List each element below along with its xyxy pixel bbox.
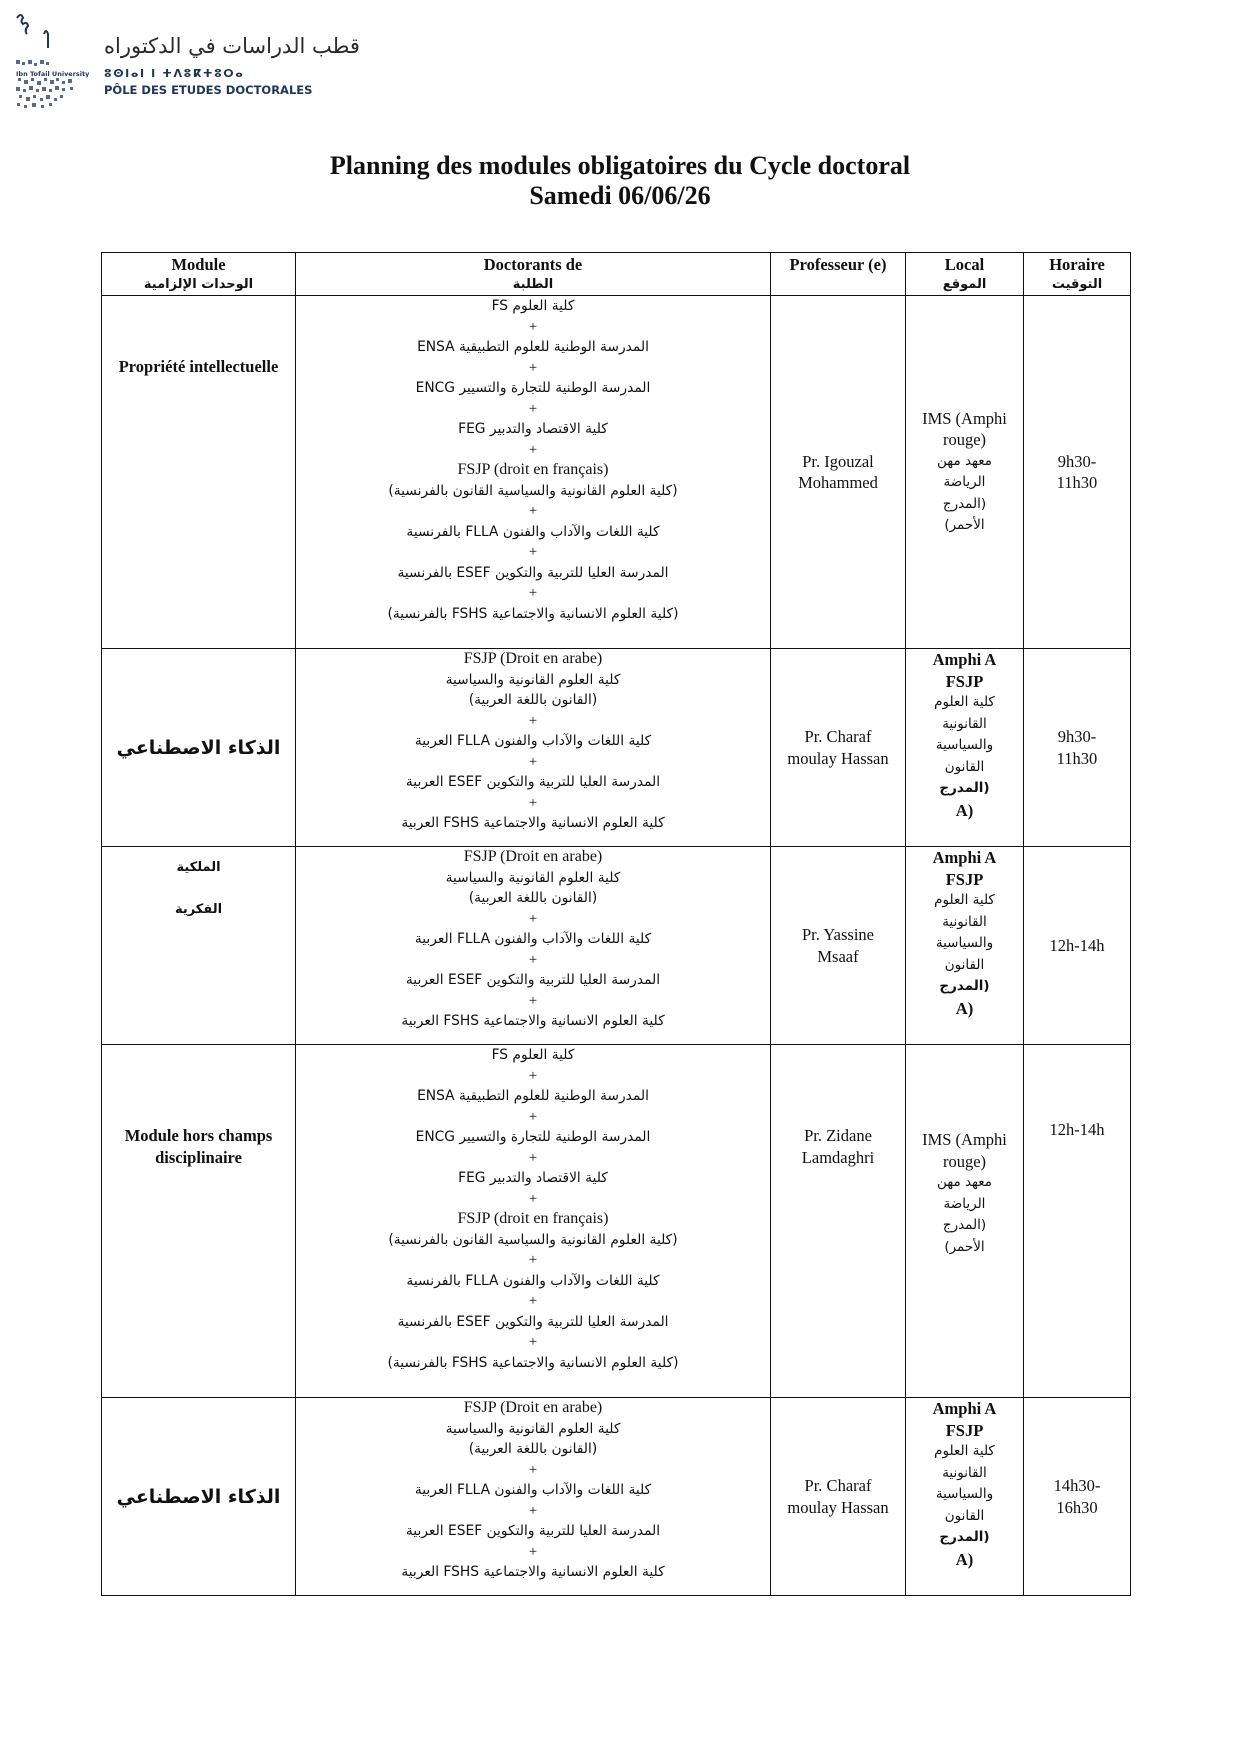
- doctorants-line: كلية اللغات والآداب والفنون FLLA بالفرنسية: [406, 523, 660, 540]
- local-line: كلية العلوم: [934, 694, 995, 710]
- doctorants-line: +: [528, 1149, 538, 1166]
- doctorants-line: كلية العلوم الانسانية والاجتماعية FSHS العربية: [401, 1013, 665, 1029]
- local-line: الأحمر): [944, 1238, 985, 1255]
- doctorants-line: كلية العلوم FS: [491, 1047, 575, 1063]
- cell-line: Pr. Igouzal: [802, 451, 874, 471]
- local-line: Amphi A: [932, 1399, 997, 1418]
- title-line-1: Planning des modules obligatoires du Cycle doctoral: [329, 151, 911, 180]
- table-row: [102, 847, 1131, 1045]
- local-line: القانون: [944, 956, 985, 973]
- doctorants-line: المدرسة العليا للتربية والتكوين ESEF بالفرنسية: [397, 564, 669, 581]
- horaire-cell: [1024, 649, 1131, 847]
- doctorants-line: +: [528, 951, 538, 968]
- header-horaire: Horaire التوقيت: [1024, 253, 1131, 296]
- local-line: القانونية: [942, 715, 987, 732]
- doctorants-line: +: [528, 1502, 538, 1519]
- doctorants-line: +: [528, 503, 538, 519]
- doctorants-line: +: [528, 992, 538, 1009]
- local-line: FSJP: [945, 1420, 984, 1440]
- local-line: كلية العلوم: [934, 892, 995, 908]
- local-cell: [906, 649, 1024, 847]
- doctorants-line: FSJP (droit en français): [457, 1210, 609, 1227]
- brand-tifinagh: ⵓⵙⵏⴰⵏ ⵏ ⵜⴷⵓⴽⵜⵓⵔⴰ: [104, 67, 245, 80]
- local-line: القانونية: [942, 1464, 987, 1481]
- cell-line: Lamdaghri: [801, 1147, 875, 1167]
- doctorants-line: كلية اللغات والآداب والفنون FLLA بالفرنسية: [406, 1272, 660, 1289]
- brand-arabic: قطب الدراسات في الدكتوراه: [104, 34, 360, 58]
- doctorants-line: +: [528, 1067, 538, 1084]
- professeur-cell: [771, 1398, 906, 1596]
- local-cell: [906, 296, 1024, 649]
- local-cell: [906, 847, 1024, 1045]
- cell-line: Mohammed: [798, 473, 878, 492]
- doctorants-line: +: [528, 712, 538, 729]
- local-line: FSJP: [945, 869, 984, 889]
- cell-line: 14h30-: [1053, 1476, 1101, 1495]
- header-module: Module الوحدات الإلزامية: [102, 253, 296, 296]
- doctorants-line: +: [528, 318, 538, 335]
- title-line-2: Samedi 06/06/26: [529, 181, 711, 210]
- local-line: الرياضة: [943, 1195, 986, 1212]
- doctorants-line: +: [528, 1543, 538, 1560]
- doctorants-cell: [296, 1045, 771, 1398]
- doctorants-line: (كلية العلوم الانسانية والاجتماعية FSHS بالفرنسية): [387, 1354, 679, 1371]
- module-cell: الذكاء الاصطناعي: [102, 649, 296, 847]
- doctorants-line: +: [528, 1293, 538, 1309]
- local-line: (المدرج: [942, 495, 987, 512]
- doctorants-line: المدرسة العليا للتربية والتكوين ESEF العربية: [405, 1523, 661, 1539]
- doctorants-line: كلية اللغات والآداب والفنون FLLA العربية: [414, 733, 652, 749]
- local-line: كلية العلوم: [934, 1443, 995, 1459]
- university-logo-icon: [14, 10, 84, 110]
- header-professeur: Professeur (e): [771, 253, 906, 296]
- local-cell: [906, 1398, 1024, 1596]
- local-line: rouge): [942, 1151, 987, 1171]
- doctorants-line: (القانون باللغة العربية): [468, 1441, 598, 1457]
- local-line: (المدرج: [942, 1217, 987, 1233]
- doctorants-line: كلية العلوم FS: [491, 298, 575, 314]
- local-line: A): [955, 998, 974, 1018]
- header-local: Local الموقع: [906, 253, 1024, 296]
- doctorants-line: كلية العلوم الانسانية والاجتماعية FSHS العربية: [401, 1564, 665, 1580]
- local-line: القانونية: [942, 913, 987, 930]
- module-label-line: الفكرية: [174, 902, 223, 917]
- cell-line: 12h-14h: [1049, 935, 1105, 955]
- local-line: A): [955, 1549, 974, 1569]
- doctorants-line: (كلية العلوم الانسانية والاجتماعية FSHS بالفرنسية): [387, 605, 679, 622]
- doctorants-line: +: [528, 544, 538, 560]
- doctorants-line: (القانون باللغة العربية): [468, 890, 598, 906]
- doctorants-line: (القانون باللغة العربية): [468, 692, 598, 708]
- doctorants-line: +: [528, 1252, 538, 1268]
- doctorants-line: FSJP (droit en français): [457, 461, 609, 478]
- doctorants-line: +: [528, 585, 538, 601]
- doctorants-line: كلية الاقتصاد والتدبير FEG: [458, 421, 608, 437]
- cell-line: 9h30-: [1057, 451, 1097, 471]
- doctorants-line: المدرسة الوطنية للعلوم التطبيقية ENSA: [417, 1088, 649, 1104]
- doctorants-line: المدرسة العليا للتربية والتكوين ESEF بالفرنسية: [397, 1313, 669, 1330]
- header-doctorants: Doctorants de الطلبة: [296, 253, 771, 296]
- doctorants-cell: [296, 296, 771, 649]
- doctorants-cell: [296, 1398, 771, 1596]
- professeur-cell: [771, 1045, 906, 1398]
- local-line: IMS (Amphi: [922, 408, 1007, 428]
- local-line: A): [955, 800, 974, 820]
- doctorants-line: كلية العلوم القانونية والسياسية: [445, 1420, 621, 1437]
- cell-line: 12h-14h: [1049, 1120, 1105, 1139]
- horaire-cell: [1024, 296, 1131, 649]
- horaire-cell: [1024, 1045, 1131, 1398]
- doctorants-line: +: [528, 753, 538, 770]
- cell-line: 9h30-: [1057, 727, 1097, 746]
- horaire-cell: [1024, 847, 1131, 1045]
- doctorants-line: كلية العلوم القانونية والسياسية: [445, 671, 621, 688]
- doctorants-line: FSJP (Droit en arabe): [463, 650, 603, 667]
- doctorants-line: كلية العلوم الانسانية والاجتماعية FSHS العربية: [401, 815, 665, 831]
- doctorants-line: كلية اللغات والآداب والفنون FLLA العربية: [414, 931, 652, 947]
- cell-line: Pr. Charaf: [804, 727, 872, 746]
- module-cell: Propriété intellectuelle: [102, 296, 296, 649]
- cell-line: 16h30: [1056, 1497, 1098, 1517]
- doctorants-line: (كلية العلوم القانونية والسياسية القانون بالفرنسية): [388, 1231, 678, 1248]
- local-line: الرياضة: [943, 474, 986, 490]
- local-line: FSJP: [945, 671, 984, 691]
- module-cell: [102, 847, 296, 1045]
- doctorants-line: +: [528, 794, 538, 811]
- local-line: Amphi A: [932, 848, 997, 867]
- doctorants-line: المدرسة الوطنية للتجارة والتسيير ENCG: [415, 380, 651, 396]
- doctorants-line: +: [528, 1461, 538, 1478]
- doctorants-cell: [296, 847, 771, 1045]
- cell-line: Pr. Charaf: [804, 1476, 872, 1495]
- doctorants-line: +: [528, 1334, 538, 1350]
- local-line: القانون: [944, 758, 985, 775]
- doctorants-line: المدرسة الوطنية للعلوم التطبيقية ENSA: [417, 339, 649, 355]
- doctorants-line: المدرسة الوطنية للتجارة والتسيير ENCG: [415, 1129, 651, 1145]
- horaire-cell: [1024, 1398, 1131, 1596]
- cell-line: Pr. Zidane: [804, 1126, 872, 1145]
- local-line: القانون: [944, 1507, 985, 1524]
- local-line: والسياسية: [935, 737, 994, 753]
- local-line: IMS (Amphi: [922, 1130, 1007, 1149]
- table-row: [102, 1398, 1131, 1596]
- local-line: معهد مهن: [936, 1174, 993, 1190]
- local-line: والسياسية: [935, 1486, 994, 1502]
- local-line: والسياسية: [935, 935, 994, 951]
- doctorants-line: +: [528, 400, 538, 417]
- page-title: [0, 151, 1240, 211]
- header-logo-block: [14, 10, 360, 110]
- table-row: [102, 1045, 1131, 1398]
- schedule-table: [101, 252, 1131, 1596]
- doctorants-line: كلية الاقتصاد والتدبير FEG: [458, 1170, 608, 1186]
- module-cell: Module hors champs disciplinaire: [102, 1045, 296, 1398]
- doctorants-line: كلية العلوم القانونية والسياسية: [445, 869, 621, 886]
- doctorants-line: +: [528, 910, 538, 927]
- professeur-cell: [771, 649, 906, 847]
- local-cell: [906, 1045, 1024, 1398]
- cell-line: Pr. Yassine: [802, 925, 874, 944]
- doctorants-line: +: [528, 441, 538, 458]
- local-line: (المدرج: [939, 780, 990, 796]
- local-line: Amphi A: [932, 650, 997, 669]
- local-line: (المدرج: [939, 1529, 990, 1545]
- doctorants-line: +: [528, 1190, 538, 1207]
- cell-line: Msaaf: [817, 946, 859, 966]
- doctorants-line: (كلية العلوم القانونية والسياسية القانون بالفرنسية): [388, 482, 678, 499]
- professeur-cell: [771, 296, 906, 649]
- module-label-line: الملكية: [176, 860, 221, 875]
- cell-line: moulay Hassan: [787, 748, 889, 768]
- table-header-row: [102, 253, 1131, 296]
- doctorants-line: كلية اللغات والآداب والفنون FLLA العربية: [414, 1482, 652, 1498]
- local-line: rouge): [942, 430, 987, 449]
- table-row: [102, 296, 1131, 649]
- doctorants-line: FSJP (Droit en arabe): [463, 848, 603, 865]
- doctorants-line: +: [528, 1108, 538, 1125]
- doctorants-line: المدرسة العليا للتربية والتكوين ESEF العربية: [405, 774, 661, 790]
- local-line: (المدرج: [939, 978, 990, 994]
- doctorants-cell: [296, 649, 771, 847]
- brand-french: PÔLE DES ETUDES DOCTORALES: [104, 83, 313, 97]
- cell-line: 11h30: [1056, 748, 1098, 768]
- module-cell: الذكاء الاصطناعي: [102, 1398, 296, 1596]
- professeur-cell: [771, 847, 906, 1045]
- university-name: Ibn Tofail University: [16, 70, 90, 78]
- doctorants-line: +: [528, 359, 538, 376]
- cell-line: 11h30: [1056, 473, 1098, 492]
- table-row: [102, 649, 1131, 847]
- local-line: الأحمر): [944, 517, 985, 533]
- doctorants-line: FSJP (Droit en arabe): [463, 1399, 603, 1416]
- doctorants-line: المدرسة العليا للتربية والتكوين ESEF العربية: [405, 972, 661, 988]
- cell-line: moulay Hassan: [787, 1497, 889, 1517]
- local-line: معهد مهن: [936, 452, 993, 469]
